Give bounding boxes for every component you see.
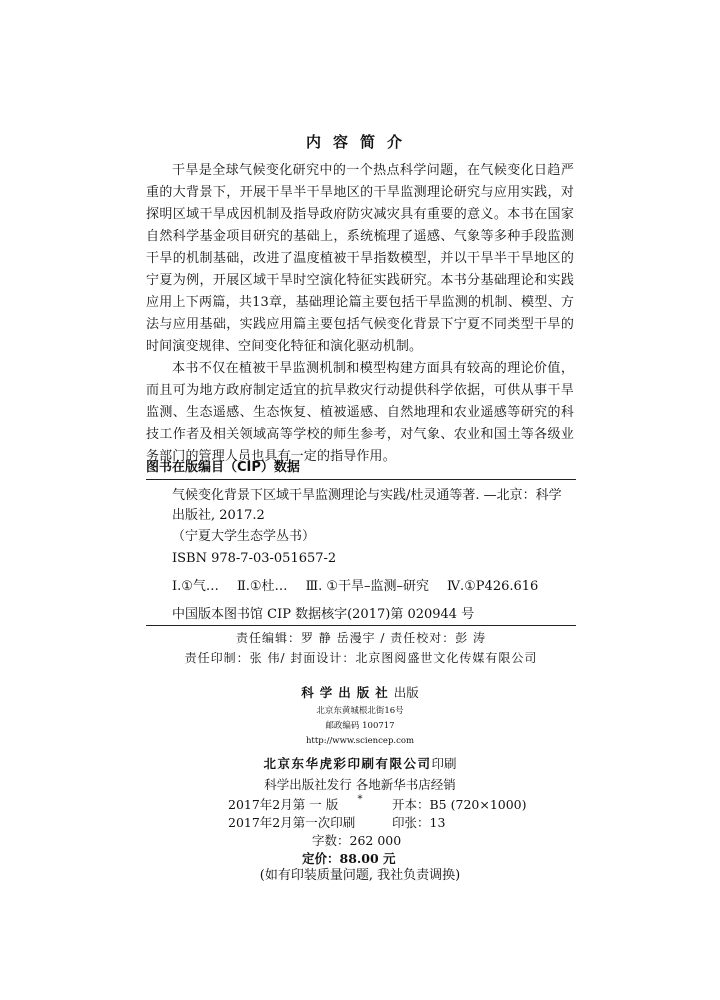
credits-production: 责任印制：张 伟/ 封面设计：北京图阅盛世文化传媒有限公司 — [184, 651, 538, 665]
cip-class-1: Ⅰ.①气… — [172, 579, 219, 594]
separator-star: * — [357, 794, 363, 805]
publisher-address: 北京东黄城根北街16号 — [316, 706, 404, 716]
cip-isbn: ISBN 978-7-03-051657-2 — [172, 551, 337, 566]
printer-line — [0, 753, 720, 775]
cip-heading: 图书在版编目（CIP）数据 — [146, 460, 300, 475]
publisher-line — [0, 682, 720, 704]
summary-paragraph-2: 本书不仅在植被干旱监测机制和模型构建方面具有较高的理论价值，而且可为地方政府制定适宜的抗旱救灾行动提供科学依据，可供从事干旱监测、生态遥感、生态恢复、植被遥感、自然地理和农业遥感等研究的科技工作者及相关领域高等学校的师生参考，对气象、农业和国土等各级业务部门的管理人员也具有一定的指导作用。 — [146, 361, 574, 464]
cip-verification: 中国版本图书馆 CIP 数据核字(2017)第 020944 号 — [172, 607, 475, 622]
book-format: 开本：B5 (720×1000) — [392, 797, 527, 812]
cip-bottom-rule — [146, 625, 576, 626]
publisher-name: 科学出版社 — [301, 685, 394, 700]
edition-date: 2017年2月第 一 版 — [228, 797, 339, 812]
cip-top-rule — [146, 479, 576, 480]
publisher-suffix: 出版 — [393, 685, 419, 700]
quality-notice: (如有印装质量问题, 我社负责调换) — [259, 868, 461, 883]
cip-data-block — [146, 486, 574, 626]
book-price: 定价：88.00 元 — [302, 851, 396, 866]
summary-title: 内容简介 — [305, 133, 414, 151]
cip-series: （宁夏大学生态学丛书） — [172, 529, 316, 544]
credits-editors: 责任编辑：罗 静 岳漫宇 / 责任校对：彭 涛 — [235, 631, 487, 645]
printer-name: 北京东华虎彩印刷有限公司 — [263, 756, 432, 771]
distribution-line: 科学出版社发行 各地新华书店经销 — [264, 777, 456, 792]
specs-row-1 — [228, 796, 528, 814]
cip-record: 气候变化背景下区域干旱监测理论与实践/杜灵通等著. —北京：科学出版社, 2017.2 — [172, 488, 562, 523]
cip-class-3: Ⅲ. ①干旱–监测–研究 — [305, 579, 430, 594]
cip-class-2: Ⅱ.①杜… — [236, 579, 288, 594]
publisher-postcode: 邮政编码 100717 — [325, 721, 395, 731]
specs-row-2 — [228, 814, 528, 832]
printer-suffix: 印刷 — [431, 756, 457, 771]
summary-body — [146, 160, 574, 468]
cip-class-4: Ⅳ.①P426.616 — [447, 579, 539, 594]
cip-classification — [146, 576, 574, 598]
printing-date: 2017年2月第一次印刷 — [228, 815, 356, 830]
summary-paragraph-1: 干旱是全球气候变化研究中的一个热点科学问题，在气候变化日趋严重的大背景下，开展干旱半干旱地区的干旱监测理论研究与应用实践，对探明区域干旱成因机制及指导政府防灾减灾具有重要的意义。本书在国家自然科学基金项目研究的基础上，系统梳理了遥感、气象等多种手段监测干旱的机制基础，改进了温度植被干旱指数模型，并以干旱半干旱地区的宁夏为例，开展区域干旱时空演化特征实践研究。本书分基础理论和实践应用上下两篇，共13章，基础理论篇主要包括干旱监测的机制、模型、方法与应用基础，实践应用篇主要包括气候变化背景下宁夏不同类型干旱的时间演变规律、空间变化特征和演化驱动机制。 — [146, 163, 574, 354]
publisher-imprint — [0, 682, 720, 805]
edition-specs — [228, 796, 528, 868]
word-count: 字数：262 000 — [312, 833, 402, 848]
editorial-credits — [146, 628, 576, 668]
publisher-website: http://www.sciencep.com — [305, 736, 415, 746]
print-sheets: 印张：13 — [392, 815, 446, 830]
